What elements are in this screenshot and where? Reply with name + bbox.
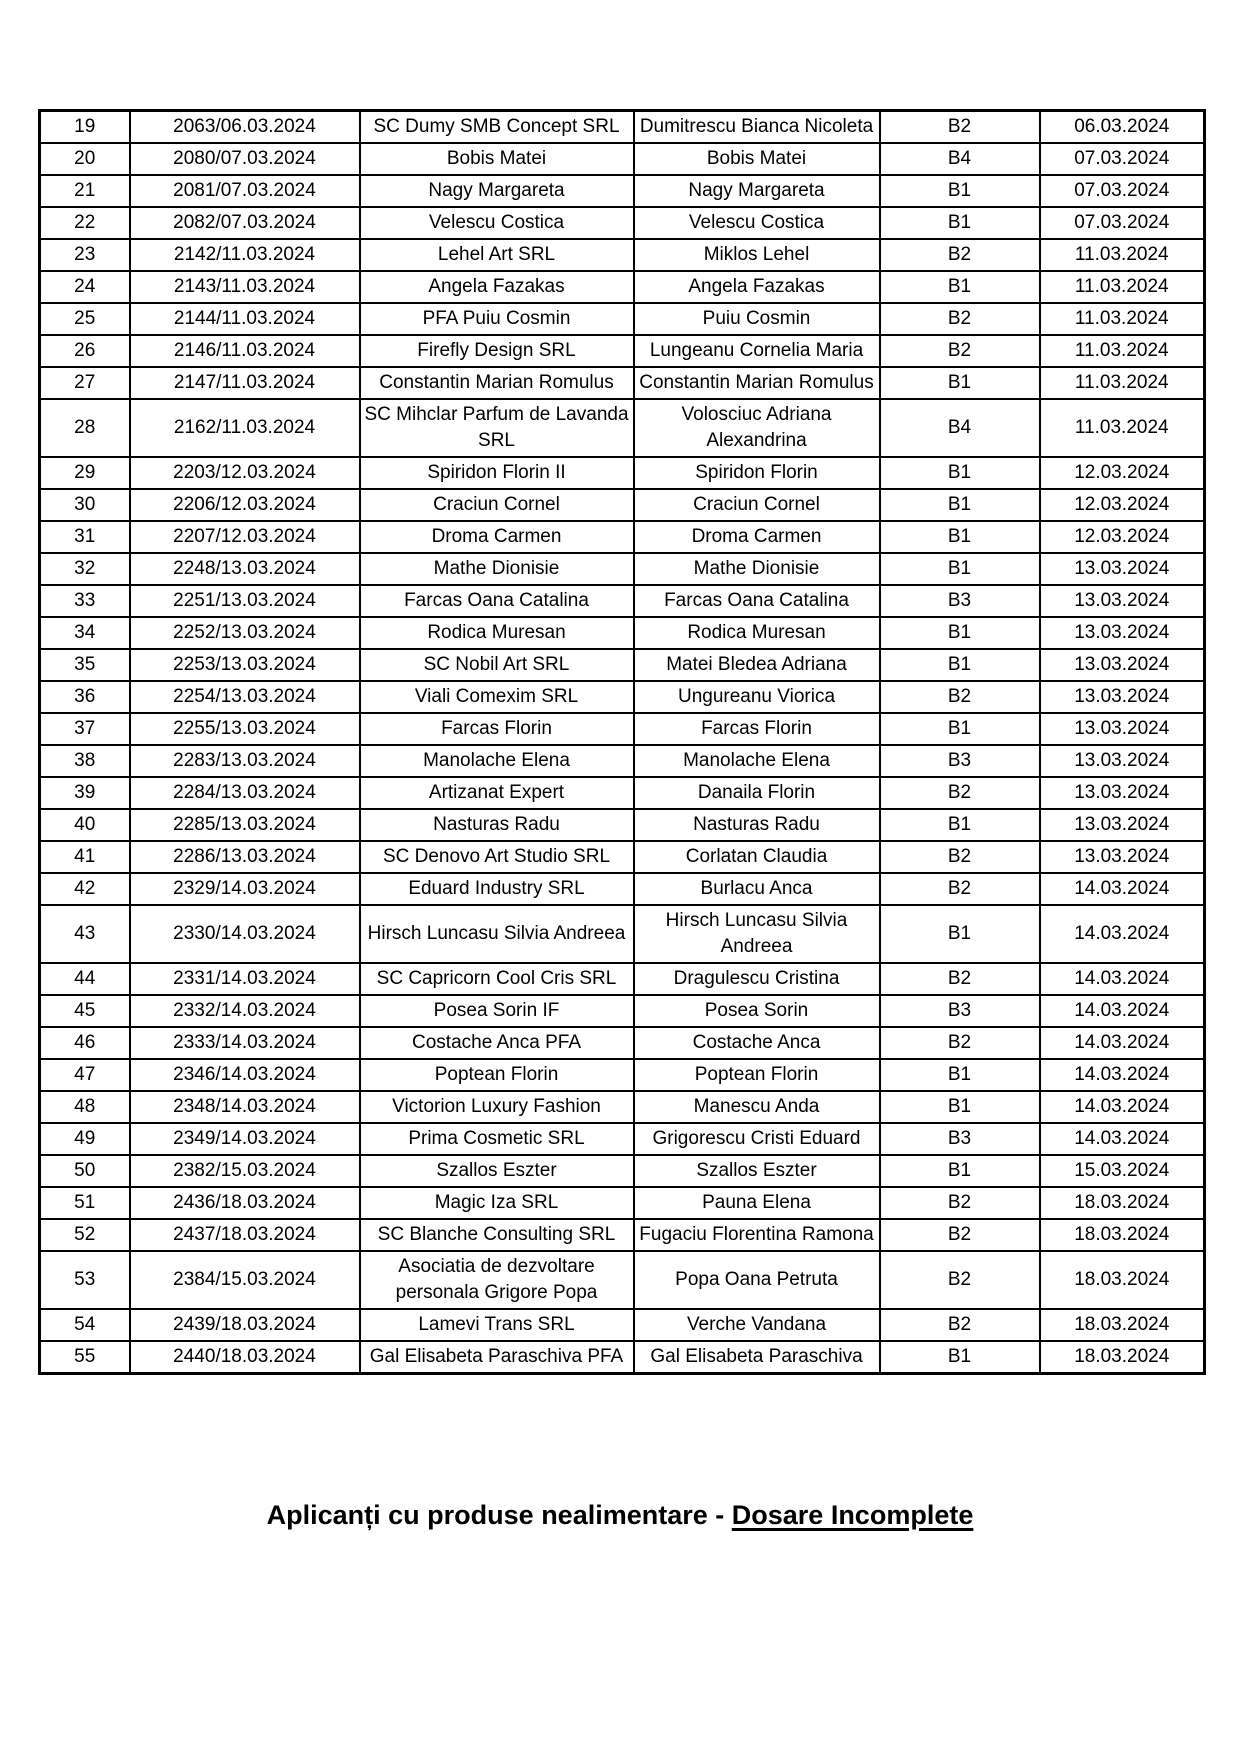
table-row <box>40 841 1205 873</box>
company-name-cell: Velescu Costica <box>360 207 634 239</box>
table-row <box>40 399 1205 457</box>
page-title-text: Aplicanți cu produse nealimentare - <box>266 1500 732 1530</box>
person-name-cell: Costache Anca <box>634 1027 880 1059</box>
row-number-cell: 21 <box>40 175 130 207</box>
date-cell: 06.03.2024 <box>1040 111 1205 144</box>
registration-number-cell: 2382/15.03.2024 <box>130 1155 360 1187</box>
company-name-cell: Craciun Cornel <box>360 489 634 521</box>
row-number-cell: 29 <box>40 457 130 489</box>
category-cell: B1 <box>880 207 1040 239</box>
table-row <box>40 809 1205 841</box>
company-name-cell: Victorion Luxury Fashion <box>360 1091 634 1123</box>
company-name-cell: Droma Carmen <box>360 521 634 553</box>
row-number-cell: 19 <box>40 111 130 144</box>
registration-number-cell: 2253/13.03.2024 <box>130 649 360 681</box>
company-name-cell: Spiridon Florin II <box>360 457 634 489</box>
company-name-cell: Nasturas Radu <box>360 809 634 841</box>
company-name-cell: Rodica Muresan <box>360 617 634 649</box>
category-cell: B1 <box>880 713 1040 745</box>
table-row <box>40 1187 1205 1219</box>
table-row <box>40 617 1205 649</box>
table-row <box>40 1027 1205 1059</box>
category-cell: B2 <box>880 841 1040 873</box>
category-cell: B1 <box>880 175 1040 207</box>
category-cell: B2 <box>880 681 1040 713</box>
table-row <box>40 175 1205 207</box>
category-cell: B1 <box>880 521 1040 553</box>
date-cell: 18.03.2024 <box>1040 1187 1205 1219</box>
registration-number-cell: 2254/13.03.2024 <box>130 681 360 713</box>
row-number-cell: 36 <box>40 681 130 713</box>
company-name-cell: Viali Comexim SRL <box>360 681 634 713</box>
table-row <box>40 905 1205 963</box>
person-name-cell: Ungureanu Viorica <box>634 681 880 713</box>
date-cell: 14.03.2024 <box>1040 1059 1205 1091</box>
person-name-cell: Burlacu Anca <box>634 873 880 905</box>
date-cell: 14.03.2024 <box>1040 1123 1205 1155</box>
person-name-cell: Farcas Florin <box>634 713 880 745</box>
table-row <box>40 1341 1205 1374</box>
company-name-cell: Gal Elisabeta Paraschiva PFA <box>360 1341 634 1374</box>
table-row <box>40 585 1205 617</box>
date-cell: 13.03.2024 <box>1040 649 1205 681</box>
registration-number-cell: 2147/11.03.2024 <box>130 367 360 399</box>
category-cell: B2 <box>880 1219 1040 1251</box>
person-name-cell: Droma Carmen <box>634 521 880 553</box>
person-name-cell: Corlatan Claudia <box>634 841 880 873</box>
row-number-cell: 30 <box>40 489 130 521</box>
registration-number-cell: 2348/14.03.2024 <box>130 1091 360 1123</box>
company-name-cell: Mathe Dionisie <box>360 553 634 585</box>
table-row <box>40 1091 1205 1123</box>
registration-number-cell: 2252/13.03.2024 <box>130 617 360 649</box>
person-name-cell: Danaila Florin <box>634 777 880 809</box>
person-name-cell: Dumitrescu Bianca Nicoleta <box>634 111 880 144</box>
company-name-cell: SC Mihclar Parfum de Lavanda SRL <box>360 399 634 457</box>
date-cell: 12.03.2024 <box>1040 521 1205 553</box>
row-number-cell: 24 <box>40 271 130 303</box>
row-number-cell: 33 <box>40 585 130 617</box>
category-cell: B2 <box>880 1251 1040 1309</box>
registration-number-cell: 2162/11.03.2024 <box>130 399 360 457</box>
table-row <box>40 1309 1205 1341</box>
registration-number-cell: 2440/18.03.2024 <box>130 1341 360 1374</box>
table-row <box>40 745 1205 777</box>
date-cell: 15.03.2024 <box>1040 1155 1205 1187</box>
registration-number-cell: 2063/06.03.2024 <box>130 111 360 144</box>
person-name-cell: Manescu Anda <box>634 1091 880 1123</box>
category-cell: B1 <box>880 457 1040 489</box>
table-row <box>40 271 1205 303</box>
row-number-cell: 40 <box>40 809 130 841</box>
registration-number-cell: 2206/12.03.2024 <box>130 489 360 521</box>
company-name-cell: SC Dumy SMB Concept SRL <box>360 111 634 144</box>
category-cell: B2 <box>880 1309 1040 1341</box>
row-number-cell: 31 <box>40 521 130 553</box>
row-number-cell: 39 <box>40 777 130 809</box>
person-name-cell: Poptean Florin <box>634 1059 880 1091</box>
row-number-cell: 50 <box>40 1155 130 1187</box>
category-cell: B4 <box>880 399 1040 457</box>
person-name-cell: Velescu Costica <box>634 207 880 239</box>
company-name-cell: Lehel Art SRL <box>360 239 634 271</box>
category-cell: B1 <box>880 809 1040 841</box>
person-name-cell: Angela Fazakas <box>634 271 880 303</box>
category-cell: B3 <box>880 745 1040 777</box>
table-row <box>40 1155 1205 1187</box>
date-cell: 13.03.2024 <box>1040 585 1205 617</box>
registration-number-cell: 2349/14.03.2024 <box>130 1123 360 1155</box>
category-cell: B1 <box>880 271 1040 303</box>
registration-number-cell: 2081/07.03.2024 <box>130 175 360 207</box>
category-cell: B3 <box>880 995 1040 1027</box>
applicants-table <box>38 109 1206 1375</box>
table-row <box>40 873 1205 905</box>
table-row <box>40 1123 1205 1155</box>
category-cell: B1 <box>880 1059 1040 1091</box>
registration-number-cell: 2330/14.03.2024 <box>130 905 360 963</box>
person-name-cell: Szallos Eszter <box>634 1155 880 1187</box>
person-name-cell: Hirsch Luncasu Silvia Andreea <box>634 905 880 963</box>
person-name-cell: Matei Bledea Adriana <box>634 649 880 681</box>
person-name-cell: Verche Vandana <box>634 1309 880 1341</box>
registration-number-cell: 2144/11.03.2024 <box>130 303 360 335</box>
registration-number-cell: 2080/07.03.2024 <box>130 143 360 175</box>
registration-number-cell: 2207/12.03.2024 <box>130 521 360 553</box>
row-number-cell: 53 <box>40 1251 130 1309</box>
company-name-cell: Lamevi Trans SRL <box>360 1309 634 1341</box>
date-cell: 11.03.2024 <box>1040 335 1205 367</box>
row-number-cell: 42 <box>40 873 130 905</box>
company-name-cell: Farcas Florin <box>360 713 634 745</box>
company-name-cell: Poptean Florin <box>360 1059 634 1091</box>
date-cell: 12.03.2024 <box>1040 457 1205 489</box>
table-row <box>40 1251 1205 1309</box>
person-name-cell: Puiu Cosmin <box>634 303 880 335</box>
row-number-cell: 35 <box>40 649 130 681</box>
company-name-cell: Nagy Margareta <box>360 175 634 207</box>
table-row <box>40 239 1205 271</box>
table-row <box>40 143 1205 175</box>
date-cell: 12.03.2024 <box>1040 489 1205 521</box>
category-cell: B2 <box>880 777 1040 809</box>
category-cell: B1 <box>880 1155 1040 1187</box>
company-name-cell: Farcas Oana Catalina <box>360 585 634 617</box>
company-name-cell: SC Denovo Art Studio SRL <box>360 841 634 873</box>
table-row <box>40 207 1205 239</box>
table-row <box>40 111 1205 144</box>
person-name-cell: Miklos Lehel <box>634 239 880 271</box>
table-row <box>40 367 1205 399</box>
row-number-cell: 23 <box>40 239 130 271</box>
date-cell: 13.03.2024 <box>1040 553 1205 585</box>
row-number-cell: 48 <box>40 1091 130 1123</box>
person-name-cell: Gal Elisabeta Paraschiva <box>634 1341 880 1374</box>
date-cell: 11.03.2024 <box>1040 399 1205 457</box>
category-cell: B1 <box>880 905 1040 963</box>
row-number-cell: 44 <box>40 963 130 995</box>
row-number-cell: 34 <box>40 617 130 649</box>
table-row <box>40 777 1205 809</box>
company-name-cell: Bobis Matei <box>360 143 634 175</box>
date-cell: 18.03.2024 <box>1040 1219 1205 1251</box>
table-row <box>40 713 1205 745</box>
company-name-cell: Magic Iza SRL <box>360 1187 634 1219</box>
person-name-cell: Constantin Marian Romulus <box>634 367 880 399</box>
date-cell: 07.03.2024 <box>1040 143 1205 175</box>
company-name-cell: Artizanat Expert <box>360 777 634 809</box>
company-name-cell: Eduard Industry SRL <box>360 873 634 905</box>
date-cell: 07.03.2024 <box>1040 207 1205 239</box>
registration-number-cell: 2437/18.03.2024 <box>130 1219 360 1251</box>
registration-number-cell: 2203/12.03.2024 <box>130 457 360 489</box>
date-cell: 14.03.2024 <box>1040 873 1205 905</box>
person-name-cell: Nasturas Radu <box>634 809 880 841</box>
person-name-cell: Pauna Elena <box>634 1187 880 1219</box>
category-cell: B2 <box>880 963 1040 995</box>
row-number-cell: 27 <box>40 367 130 399</box>
company-name-cell: Hirsch Luncasu Silvia Andreea <box>360 905 634 963</box>
row-number-cell: 26 <box>40 335 130 367</box>
person-name-cell: Lungeanu Cornelia Maria <box>634 335 880 367</box>
registration-number-cell: 2283/13.03.2024 <box>130 745 360 777</box>
category-cell: B1 <box>880 649 1040 681</box>
category-cell: B1 <box>880 489 1040 521</box>
registration-number-cell: 2251/13.03.2024 <box>130 585 360 617</box>
date-cell: 18.03.2024 <box>1040 1309 1205 1341</box>
person-name-cell: Nagy Margareta <box>634 175 880 207</box>
category-cell: B2 <box>880 303 1040 335</box>
row-number-cell: 20 <box>40 143 130 175</box>
company-name-cell: SC Capricorn Cool Cris SRL <box>360 963 634 995</box>
registration-number-cell: 2142/11.03.2024 <box>130 239 360 271</box>
table-row <box>40 995 1205 1027</box>
category-cell: B2 <box>880 111 1040 144</box>
date-cell: 13.03.2024 <box>1040 809 1205 841</box>
registration-number-cell: 2346/14.03.2024 <box>130 1059 360 1091</box>
row-number-cell: 41 <box>40 841 130 873</box>
date-cell: 13.03.2024 <box>1040 777 1205 809</box>
company-name-cell: Prima Cosmetic SRL <box>360 1123 634 1155</box>
date-cell: 13.03.2024 <box>1040 841 1205 873</box>
registration-number-cell: 2285/13.03.2024 <box>130 809 360 841</box>
row-number-cell: 38 <box>40 745 130 777</box>
row-number-cell: 43 <box>40 905 130 963</box>
company-name-cell: Firefly Design SRL <box>360 335 634 367</box>
row-number-cell: 54 <box>40 1309 130 1341</box>
date-cell: 11.03.2024 <box>1040 271 1205 303</box>
row-number-cell: 55 <box>40 1341 130 1374</box>
registration-number-cell: 2329/14.03.2024 <box>130 873 360 905</box>
table-row <box>40 303 1205 335</box>
person-name-cell: Dragulescu Cristina <box>634 963 880 995</box>
category-cell: B2 <box>880 873 1040 905</box>
date-cell: 14.03.2024 <box>1040 905 1205 963</box>
company-name-cell: SC Nobil Art SRL <box>360 649 634 681</box>
row-number-cell: 49 <box>40 1123 130 1155</box>
date-cell: 14.03.2024 <box>1040 1027 1205 1059</box>
table-row <box>40 489 1205 521</box>
person-name-cell: Spiridon Florin <box>634 457 880 489</box>
date-cell: 18.03.2024 <box>1040 1341 1205 1374</box>
person-name-cell: Bobis Matei <box>634 143 880 175</box>
registration-number-cell: 2255/13.03.2024 <box>130 713 360 745</box>
date-cell: 11.03.2024 <box>1040 239 1205 271</box>
category-cell: B3 <box>880 585 1040 617</box>
registration-number-cell: 2284/13.03.2024 <box>130 777 360 809</box>
category-cell: B1 <box>880 367 1040 399</box>
category-cell: B2 <box>880 1187 1040 1219</box>
registration-number-cell: 2082/07.03.2024 <box>130 207 360 239</box>
date-cell: 14.03.2024 <box>1040 1091 1205 1123</box>
row-number-cell: 52 <box>40 1219 130 1251</box>
row-number-cell: 25 <box>40 303 130 335</box>
date-cell: 13.03.2024 <box>1040 713 1205 745</box>
table-row <box>40 681 1205 713</box>
category-cell: B1 <box>880 1341 1040 1374</box>
company-name-cell: Manolache Elena <box>360 745 634 777</box>
table-row <box>40 457 1205 489</box>
category-cell: B2 <box>880 1027 1040 1059</box>
company-name-cell: Constantin Marian Romulus <box>360 367 634 399</box>
company-name-cell: PFA Puiu Cosmin <box>360 303 634 335</box>
category-cell: B2 <box>880 335 1040 367</box>
person-name-cell: Rodica Muresan <box>634 617 880 649</box>
row-number-cell: 45 <box>40 995 130 1027</box>
table-row <box>40 649 1205 681</box>
table-row <box>40 553 1205 585</box>
date-cell: 13.03.2024 <box>1040 617 1205 649</box>
category-cell: B2 <box>880 239 1040 271</box>
company-name-cell: Angela Fazakas <box>360 271 634 303</box>
category-cell: B1 <box>880 553 1040 585</box>
date-cell: 18.03.2024 <box>1040 1251 1205 1309</box>
person-name-cell: Farcas Oana Catalina <box>634 585 880 617</box>
registration-number-cell: 2143/11.03.2024 <box>130 271 360 303</box>
person-name-cell: Craciun Cornel <box>634 489 880 521</box>
registration-number-cell: 2331/14.03.2024 <box>130 963 360 995</box>
registration-number-cell: 2333/14.03.2024 <box>130 1027 360 1059</box>
page-title-underlined-text: Dosare Incomplete <box>731 1500 974 1530</box>
registration-number-cell: 2332/14.03.2024 <box>130 995 360 1027</box>
person-name-cell: Popa Oana Petruta <box>634 1251 880 1309</box>
person-name-cell: Fugaciu Florentina Ramona <box>634 1219 880 1251</box>
person-name-cell: Grigorescu Cristi Eduard <box>634 1123 880 1155</box>
company-name-cell: Asociatia de dezvoltare personala Grigore Popa <box>360 1251 634 1309</box>
category-cell: B4 <box>880 143 1040 175</box>
registration-number-cell: 2436/18.03.2024 <box>130 1187 360 1219</box>
person-name-cell: Mathe Dionisie <box>634 553 880 585</box>
person-name-cell: Posea Sorin <box>634 995 880 1027</box>
row-number-cell: 28 <box>40 399 130 457</box>
row-number-cell: 32 <box>40 553 130 585</box>
category-cell: B1 <box>880 1091 1040 1123</box>
date-cell: 13.03.2024 <box>1040 681 1205 713</box>
page-title <box>0 1498 1240 1532</box>
date-cell: 13.03.2024 <box>1040 745 1205 777</box>
company-name-cell: Szallos Eszter <box>360 1155 634 1187</box>
row-number-cell: 46 <box>40 1027 130 1059</box>
date-cell: 14.03.2024 <box>1040 963 1205 995</box>
table-row <box>40 1219 1205 1251</box>
registration-number-cell: 2286/13.03.2024 <box>130 841 360 873</box>
category-cell: B1 <box>880 617 1040 649</box>
registration-number-cell: 2146/11.03.2024 <box>130 335 360 367</box>
date-cell: 07.03.2024 <box>1040 175 1205 207</box>
table-row <box>40 1059 1205 1091</box>
registration-number-cell: 2384/15.03.2024 <box>130 1251 360 1309</box>
row-number-cell: 51 <box>40 1187 130 1219</box>
table-row <box>40 521 1205 553</box>
row-number-cell: 37 <box>40 713 130 745</box>
person-name-cell: Volosciuc Adriana Alexandrina <box>634 399 880 457</box>
table-row <box>40 335 1205 367</box>
category-cell: B3 <box>880 1123 1040 1155</box>
date-cell: 11.03.2024 <box>1040 367 1205 399</box>
date-cell: 11.03.2024 <box>1040 303 1205 335</box>
company-name-cell: Costache Anca PFA <box>360 1027 634 1059</box>
company-name-cell: SC Blanche Consulting SRL <box>360 1219 634 1251</box>
company-name-cell: Posea Sorin IF <box>360 995 634 1027</box>
row-number-cell: 47 <box>40 1059 130 1091</box>
person-name-cell: Manolache Elena <box>634 745 880 777</box>
table-row <box>40 963 1205 995</box>
registration-number-cell: 2439/18.03.2024 <box>130 1309 360 1341</box>
date-cell: 14.03.2024 <box>1040 995 1205 1027</box>
row-number-cell: 22 <box>40 207 130 239</box>
registration-number-cell: 2248/13.03.2024 <box>130 553 360 585</box>
